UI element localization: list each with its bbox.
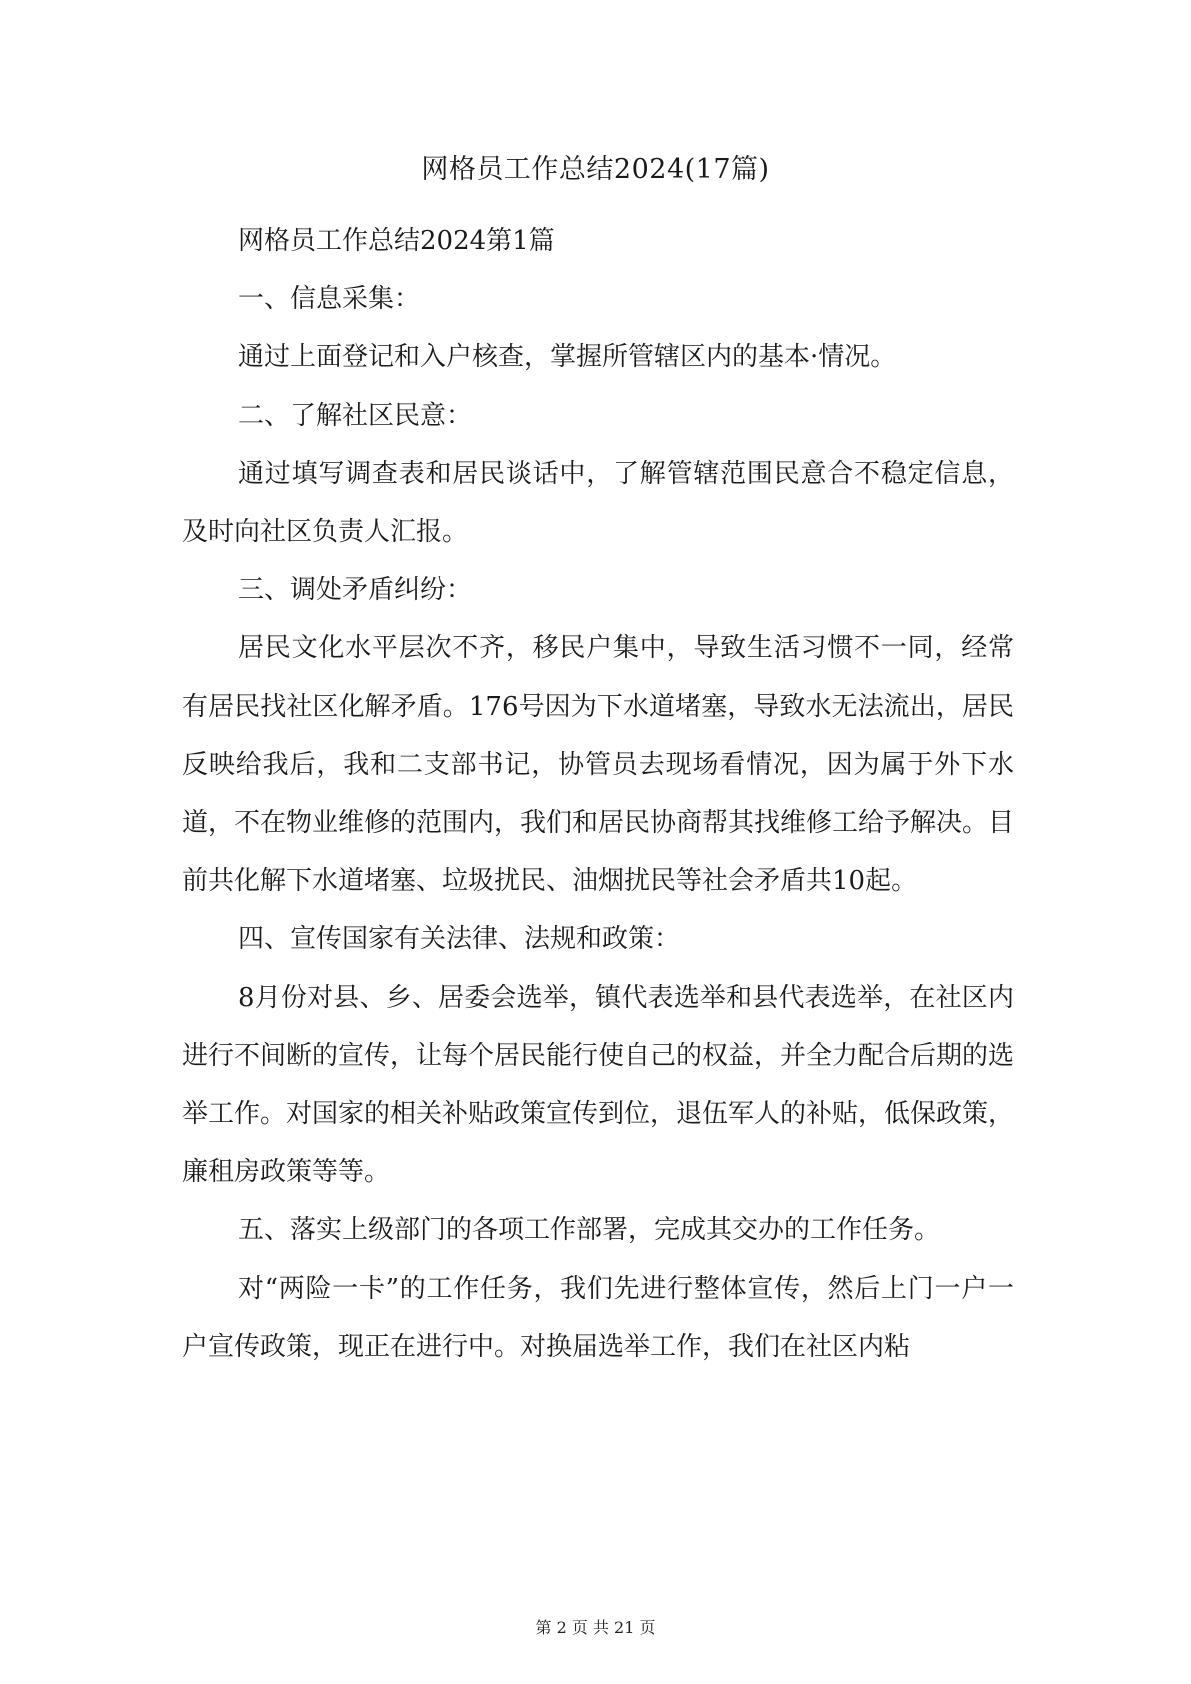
page-footer xyxy=(0,1618,1191,1638)
paragraph: 通过上面登记和入户核查，掌握所管辖区内的基本·情况。 xyxy=(238,342,897,373)
subheading: 二、了解社区民意： xyxy=(238,400,473,431)
paragraph: 通过填写调查表和居民谈话中，了解管辖范围民意合不稳定信息，及时向社区负责人汇报。 xyxy=(182,458,1014,548)
document-title: 网格员工作总结2024(17篇) xyxy=(421,154,770,185)
subheading: 一、信息采集： xyxy=(238,284,421,315)
subheading: 三、调处矛盾纠纷： xyxy=(238,575,473,606)
section-heading: 网格员工作总结2024第1篇 xyxy=(238,226,555,256)
subheading: 五、落实上级部门的各项工作部署，完成其交办的工作任务。 xyxy=(238,1215,941,1246)
document-body xyxy=(182,212,1014,1376)
paragraph: 居民文化水平层次不齐，移民户集中，导致生活习惯不一同，经常有居民找社区化解矛盾。176号因为下水道堵塞，导致水无法流出，居民反映给我后，我和二支部书记，协管员去现场看情况，因为属于外下水道，不在物业维修的范围内，我们和居民协商帮其找维修工给予解决。目前共化解下水道堵塞、垃圾扰民、油烟扰民等社会矛盾共10起。 xyxy=(182,633,1015,897)
paragraph: 对“两险一卡”的工作任务，我们先进行整体宣传，然后上门一户一户宣传政策，现正在进行中。对换届选举工作，我们在社区内粘 xyxy=(182,1273,1014,1362)
paragraph: 8月份对县、乡、居委会选举，镇代表选举和县代表选举，在社区内进行不间断的宣传，让每个居民能行使自己的权益，并全力配合后期的选举工作。对国家的相关补贴政策宣传到位，退伍军人的补贴，低保政策，廉租房政策等等。 xyxy=(182,982,1015,1188)
subheading: 四、宣传国家有关法律、法规和政策： xyxy=(238,924,681,955)
page-number: 第 2 页 共 21 页 xyxy=(535,1618,656,1637)
